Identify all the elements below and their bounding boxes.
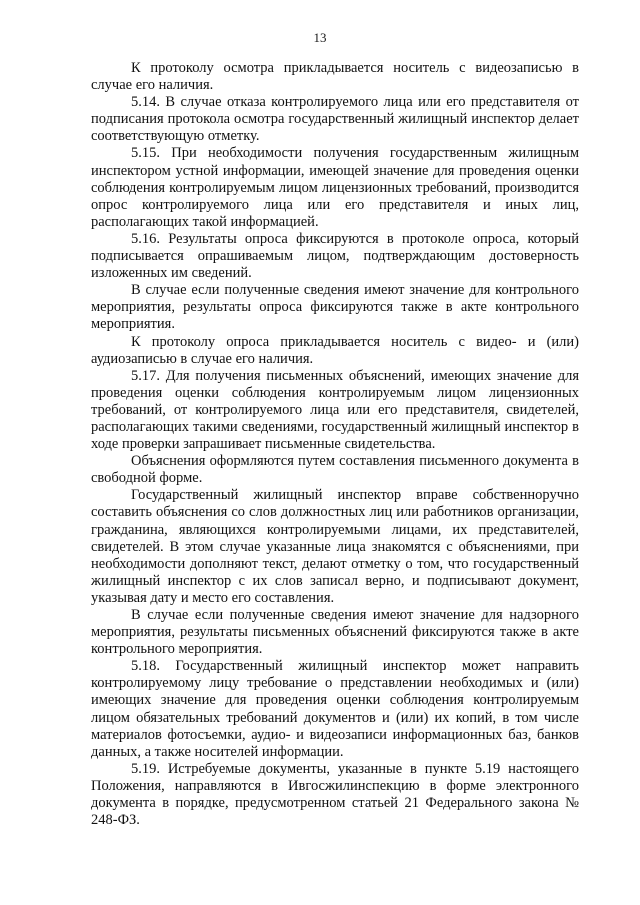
paragraph: 5.16. Результаты опроса фиксируются в протоколе опроса, который подписывается опрашиваемым лицом, подтверждающим достоверность изложенных им сведений.	[91, 230, 579, 282]
paragraph: 5.15. При необходимости получения государственным жилищным инспектором устной информации, имеющей значение для проведения оценки соблюдения контролируемым лицом лицензионных требований, производится опрос контролируемого лица или его представителя и иных лиц, располагающих такой информацией.	[91, 145, 579, 230]
paragraph: 5.19. Истребуемые документы, указанные в пункте 5.19 настоящего Положения, направляются в Ивгосжилинспекцию в форме электронного документа в порядке, предусмотренном статьей 21 Федерального закона № 248-ФЗ.	[91, 760, 579, 829]
paragraph: В случае если полученные сведения имеют значение для контрольного мероприятия, результаты опроса фиксируются также в акте контрольного мероприятия.	[91, 282, 579, 333]
document-body	[91, 60, 579, 829]
page-number: 13	[313, 30, 327, 45]
paragraph: 5.18. Государственный жилищный инспектор может направить контролируемому лицу требование о представлении необходимых и (или) имеющих значение для проведения оценки соблюдения контролируемым лицом обязательных требований документов и (или) их копий, в том числе материалов фотосъемки, аудио- и видеозаписи информационных баз, банков данных, а также носителей информации.	[91, 658, 579, 760]
paragraph: Государственный жилищный инспектор вправе собственноручно составить объяснения со слов должностных лиц или работников организации, гражданина, являющихся контролируемыми лицами, их представителей, свидетелей. В этом случае указанные лица знакомятся с объяснениями, при необходимости дополняют текст, делают отметку о том, что государственный жилищный инспектор с их слов записал верно, и подписывают документ, указывая дату и место его составления.	[91, 487, 579, 606]
paragraph: К протоколу опроса прикладывается носитель с видео- и (или) аудиозаписью в случае его наличия.	[91, 333, 579, 367]
paragraph: Объяснения оформляются путем составления письменного документа в свободной форме.	[91, 453, 579, 487]
paragraph: 5.17. Для получения письменных объяснений, имеющих значение для проведения оценки соблюдения контролируемым лицом лицензионных требований, от контролируемого лица или его представителя, свидетелей, располагающих такими сведениями, государственный жилищный инспектор в ходе проверки запрашивает письменные свидетельства.	[91, 367, 579, 453]
paragraph: К протоколу осмотра прикладывается носитель с видеозаписью в случае его наличия.	[91, 60, 579, 94]
paragraph: 5.14. В случае отказа контролируемого лица или его представителя от подписания протокола осмотра государственный жилищный инспектор делает соответствующую отметку.	[91, 94, 579, 145]
paragraph: В случае если полученные сведения имеют значение для надзорного мероприятия, результаты письменных объяснений фиксируются также в акте контрольного мероприятия.	[91, 607, 579, 658]
